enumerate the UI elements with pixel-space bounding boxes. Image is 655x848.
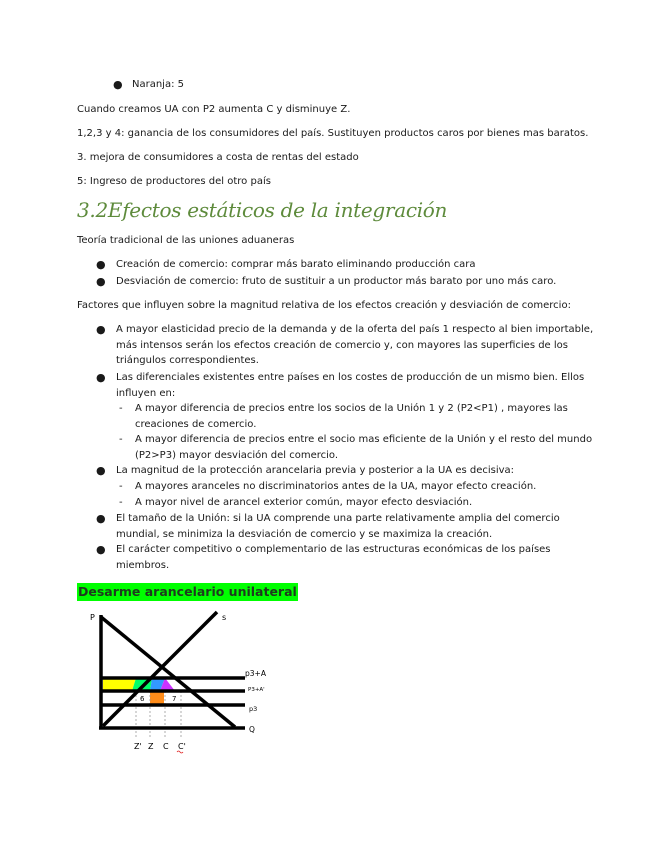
paragraph: Cuando creamos UA con P2 aumenta C y disminuye Z.	[77, 104, 351, 115]
label-c: C	[163, 742, 169, 751]
bullet-dot: ●	[96, 371, 106, 384]
bullet-text: influyen en:	[116, 388, 176, 399]
spellcheck-underline	[177, 751, 183, 753]
paragraph: Factores que influyen sobre la magnitud relativa de los efectos creación y desviación de comercio:	[77, 300, 571, 311]
area-yellow	[103, 678, 136, 691]
bullet-text: Las diferenciales existentes entre países en los costes de producción de un mismo bien. Ellos	[116, 372, 585, 383]
label-s: s	[222, 613, 227, 622]
label-p3-a: p3+A	[245, 669, 266, 678]
tariff-diagram	[85, 605, 285, 755]
dash-marker: -	[119, 403, 123, 414]
label-p3-a-prime: P3+A'	[248, 687, 265, 693]
sub-bullet-text: (P2>P3) mayor desviación del comercio.	[135, 450, 339, 461]
bullet-text: más intensos serán los efectos creación de comercio y, con mayores las superficies de los	[116, 340, 568, 351]
paragraph: Teoría tradicional de las uniones aduaneras	[77, 235, 295, 246]
label-z-prime: Z'	[134, 742, 142, 751]
bullet-text: La magnitud de la protección arancelaria previa y posterior a la UA es decisiva:	[116, 465, 515, 476]
label-area-7: 7	[172, 695, 177, 703]
label-area-6: 6	[140, 695, 145, 703]
paragraph: 5: Ingreso de productores del otro país	[77, 176, 271, 187]
dash-marker: -	[119, 497, 123, 508]
label-z: Z	[148, 742, 154, 751]
area-orange	[150, 691, 164, 705]
bullet-dot: ●	[96, 323, 106, 336]
bullet-dot: ●	[113, 78, 123, 91]
bullet-text: El tamaño de la Unión: si la UA comprende una parte relativamente amplia del comercio	[116, 513, 560, 524]
bullet-text: miembros.	[116, 560, 170, 571]
demand-curve	[101, 617, 235, 727]
dash-marker: -	[119, 481, 123, 492]
sub-bullet-text: A mayores aranceles no discriminatorios antes de la UA, mayor efecto creación.	[135, 481, 537, 492]
bullet-dot: ●	[96, 464, 106, 477]
sub-bullet-text: A mayor diferencia de precios entre los socios de la Unión 1 y 2 (P2<P1) , mayores las	[135, 403, 568, 414]
sub-bullet-text: A mayor nivel de arancel exterior común, mayor efecto desviación.	[135, 497, 473, 508]
dash-marker: -	[119, 434, 123, 445]
label-c-prime: C'	[178, 742, 186, 751]
bullet-text: Naranja: 5	[132, 79, 185, 90]
label-p3: p3	[249, 705, 258, 713]
section-heading: 3.2Efectos estáticos de la integración	[77, 198, 448, 222]
supply-curve	[103, 612, 217, 726]
label-p: P	[90, 613, 95, 622]
sub-bullet-text: A mayor diferencia de precios entre el socio mas eficiente de la Unión y el resto del mundo	[135, 434, 593, 445]
sub-bullet-text: creaciones de comercio.	[135, 419, 257, 430]
subsection-heading: Desarme arancelario unilateral	[78, 584, 297, 599]
bullet-dot: ●	[96, 512, 106, 525]
bullet-text: El carácter competitivo o complementario de las estructuras económicas de los países	[116, 544, 551, 555]
paragraph: 3. mejora de consumidores a costa de rentas del estado	[77, 152, 359, 163]
bullet-dot: ●	[96, 543, 106, 556]
bullet-dot: ●	[96, 275, 106, 288]
paragraph: 1,2,3 y 4: ganancia de los consumidores del país. Sustituyen productos caros por bienes mas baratos.	[77, 128, 589, 139]
bullet-text: Desviación de comercio: fruto de sustituir a un productor más barato por uno más caro.	[116, 276, 557, 287]
bullet-text: Creación de comercio: comprar más barato eliminando producción cara	[116, 259, 476, 270]
bullet-dot: ●	[96, 258, 106, 271]
label-q: Q	[249, 725, 255, 734]
bullet-text: mundial, se minimiza la desviación de comercio y se maximiza la creación.	[116, 529, 493, 540]
bullet-text: A mayor elasticidad precio de la demanda y de la oferta del país 1 respecto al bien importable,	[116, 324, 594, 335]
bullet-text: triángulos correspondientes.	[116, 355, 259, 366]
